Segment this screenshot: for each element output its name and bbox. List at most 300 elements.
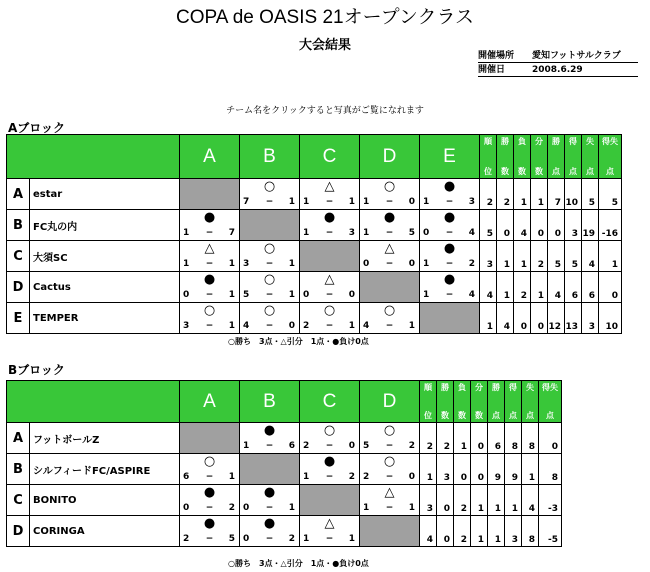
- score-right: 4: [468, 228, 475, 238]
- result-mark: ○: [203, 454, 216, 469]
- score-dash: −: [265, 290, 274, 300]
- result-mark: ○: [383, 179, 396, 194]
- stat-header-top: 失: [586, 137, 594, 146]
- score-right: 1: [288, 197, 295, 207]
- match-result-cell: [420, 272, 480, 303]
- score-left: 1: [243, 441, 250, 451]
- stat-value: 1: [471, 485, 488, 516]
- stat-value: 1: [531, 272, 548, 303]
- team-row: [7, 272, 622, 303]
- score-dash: −: [325, 472, 334, 482]
- team-row: [7, 303, 622, 334]
- stat-header-top: 得: [569, 137, 577, 146]
- result-mark: ○: [323, 423, 336, 438]
- stat-value: 6: [488, 423, 505, 454]
- column-header-stat: [522, 381, 539, 423]
- score-right: 1: [288, 259, 295, 269]
- stat-header-bottom: 数: [501, 167, 509, 176]
- column-header-team: B: [240, 381, 300, 423]
- stat-value: 8: [522, 516, 539, 547]
- score-right: 3: [348, 228, 355, 238]
- score: [180, 259, 239, 270]
- result-mark: ●: [263, 485, 276, 500]
- stat-value: 3: [505, 516, 522, 547]
- score-left: 0: [423, 228, 430, 238]
- score-dash: −: [445, 290, 454, 300]
- score-left: 0: [243, 503, 250, 513]
- column-header-stat: [548, 135, 565, 179]
- match-result-cell: [360, 179, 420, 210]
- stat-value: 2: [437, 423, 454, 454]
- stat-value: 1: [505, 485, 522, 516]
- score-right: 1: [348, 321, 355, 331]
- stat-value: 5: [582, 179, 599, 210]
- score: [420, 259, 479, 270]
- score-left: 1: [183, 228, 190, 238]
- self-match-cell: [420, 303, 480, 334]
- result-mark: ○: [323, 303, 336, 318]
- stat-value: 1: [454, 423, 471, 454]
- match-result-cell: [420, 241, 480, 272]
- score-left: 2: [183, 534, 190, 544]
- stat-header-top: 順: [424, 383, 432, 392]
- score-dash: −: [385, 228, 394, 238]
- match-result-cell: [180, 241, 240, 272]
- self-match-cell: [360, 516, 420, 547]
- score: [240, 441, 299, 452]
- team-name-link[interactable]: BONITO: [30, 485, 180, 516]
- stat-value: 1: [522, 454, 539, 485]
- stat-value: 8: [522, 423, 539, 454]
- legend: ○勝ち 3点・△引分 1点・●負け0点: [228, 559, 369, 568]
- stat-header-bottom: 位: [424, 411, 432, 420]
- result-mark: △: [204, 241, 215, 256]
- venue-value: 愛知フットサルクラブ: [532, 51, 621, 61]
- score-left: 0: [183, 290, 190, 300]
- score: [300, 228, 359, 239]
- stat-header-bottom: 数: [475, 411, 483, 420]
- score-dash: −: [265, 259, 274, 269]
- match-result-cell: [300, 272, 360, 303]
- self-match-cell: [300, 241, 360, 272]
- score-dash: −: [265, 503, 274, 513]
- stat-value: 3: [582, 303, 599, 334]
- column-header-team: D: [360, 135, 420, 179]
- score: [300, 534, 359, 545]
- stat-value: 4: [582, 241, 599, 272]
- stat-value: 1: [488, 516, 505, 547]
- column-header-stat: [539, 381, 562, 423]
- score-right: 1: [348, 197, 355, 207]
- score-left: 3: [243, 259, 250, 269]
- match-result-cell: [300, 423, 360, 454]
- result-mark: ●: [323, 210, 336, 225]
- date-label: 開催日: [478, 65, 506, 75]
- score-dash: −: [325, 534, 334, 544]
- stat-value: 0: [471, 423, 488, 454]
- column-header-team: C: [300, 381, 360, 423]
- stat-value: 4: [420, 516, 437, 547]
- stat-value: 1: [497, 272, 514, 303]
- team-name-link[interactable]: TEMPER: [30, 303, 180, 334]
- stat-value: 4: [548, 272, 565, 303]
- stat-value: 4: [497, 303, 514, 334]
- team-letter: B: [7, 454, 30, 485]
- self-match-cell: [180, 423, 240, 454]
- score-left: 5: [243, 290, 250, 300]
- stat-header-top: 得: [509, 383, 517, 392]
- stat-header-top: 負: [518, 137, 526, 146]
- score-dash: −: [265, 321, 274, 331]
- stat-value: 2: [531, 241, 548, 272]
- score-dash: −: [325, 197, 334, 207]
- score-right: 0: [408, 259, 415, 269]
- score-dash: −: [385, 259, 394, 269]
- stat-value: 0: [531, 303, 548, 334]
- result-mark: ○: [383, 303, 396, 318]
- match-result-cell: [300, 454, 360, 485]
- score-right: 0: [348, 290, 355, 300]
- column-header-team: C: [300, 135, 360, 179]
- score-right: 1: [228, 472, 235, 482]
- stat-value: 5: [548, 241, 565, 272]
- match-result-cell: [240, 423, 300, 454]
- score-right: 2: [468, 259, 475, 269]
- stat-header-bottom: 点: [546, 411, 554, 420]
- column-header-stat: [565, 135, 582, 179]
- score: [180, 228, 239, 239]
- result-mark: ●: [203, 210, 216, 225]
- score-left: 1: [303, 228, 310, 238]
- score-left: 5: [363, 441, 370, 451]
- team-row: [7, 241, 622, 272]
- date-value: 2008.6.29: [532, 65, 583, 75]
- score-left: 1: [303, 472, 310, 482]
- result-mark: ●: [443, 241, 456, 256]
- stat-value: 1: [488, 485, 505, 516]
- score-left: 1: [363, 503, 370, 513]
- score-right: 1: [228, 290, 235, 300]
- block-label: Bブロック: [8, 363, 65, 377]
- team-letter: C: [7, 485, 30, 516]
- score: [240, 321, 299, 332]
- score-right: 2: [348, 472, 355, 482]
- score: [240, 534, 299, 545]
- match-result-cell: [240, 303, 300, 334]
- results-table: [6, 134, 622, 334]
- score-left: 6: [183, 472, 190, 482]
- score: [360, 321, 419, 332]
- stat-value: 4: [522, 485, 539, 516]
- stat-value: 2: [497, 179, 514, 210]
- venue-info: [478, 50, 638, 63]
- self-match-cell: [240, 454, 300, 485]
- stat-value: 5: [599, 179, 622, 210]
- stat-header-bottom: 数: [458, 411, 466, 420]
- team-row: [7, 423, 562, 454]
- stat-value: 0: [599, 272, 622, 303]
- self-match-cell: [180, 179, 240, 210]
- score-right: 0: [288, 321, 295, 331]
- stat-value: 2: [480, 179, 497, 210]
- stat-header-top: 勝: [501, 137, 509, 146]
- match-result-cell: [420, 179, 480, 210]
- score-left: 0: [363, 259, 370, 269]
- team-name-link[interactable]: シルフィードFC/ASPIRE: [30, 454, 180, 485]
- score-right: 2: [228, 503, 235, 513]
- stat-header-bottom: 数: [441, 411, 449, 420]
- score: [180, 290, 239, 301]
- score-dash: −: [385, 321, 394, 331]
- result-mark: ●: [263, 423, 276, 438]
- match-result-cell: [180, 516, 240, 547]
- match-result-cell: [360, 303, 420, 334]
- column-header-stat: [514, 135, 531, 179]
- match-result-cell: [180, 454, 240, 485]
- result-mark: ○: [383, 423, 396, 438]
- score: [420, 197, 479, 208]
- team-name-link[interactable]: CORINGA: [30, 516, 180, 547]
- score-right: 0: [348, 441, 355, 451]
- score-left: 1: [183, 259, 190, 269]
- stat-header-bottom: 数: [535, 167, 543, 176]
- score-dash: −: [445, 259, 454, 269]
- team-row: [7, 210, 622, 241]
- score-left: 1: [363, 197, 370, 207]
- result-mark: ○: [263, 241, 276, 256]
- score-left: 1: [363, 228, 370, 238]
- score-dash: −: [385, 197, 394, 207]
- score: [180, 534, 239, 545]
- match-result-cell: [180, 210, 240, 241]
- team-letter: C: [7, 241, 30, 272]
- score-left: 2: [303, 321, 310, 331]
- score-right: 7: [228, 228, 235, 238]
- column-header-stat: [437, 381, 454, 423]
- team-row: [7, 179, 622, 210]
- stat-value: 0: [437, 516, 454, 547]
- team-name-link[interactable]: Cactus: [30, 272, 180, 303]
- match-result-cell: [180, 303, 240, 334]
- team-row: [7, 516, 562, 547]
- page-title: COPA de OASIS 21オープンクラス: [176, 7, 474, 28]
- stat-value: 3: [565, 210, 582, 241]
- score-left: 2: [363, 472, 370, 482]
- header-row: [7, 135, 622, 179]
- match-result-cell: [180, 272, 240, 303]
- score-dash: −: [265, 197, 274, 207]
- score: [360, 228, 419, 239]
- result-mark: △: [324, 272, 335, 287]
- header-team-name: [7, 135, 180, 179]
- score-left: 7: [243, 197, 250, 207]
- stat-value: 1: [480, 303, 497, 334]
- stat-header-bottom: 点: [509, 411, 517, 420]
- stat-header-bottom: 点: [552, 167, 560, 176]
- self-match-cell: [300, 485, 360, 516]
- score: [300, 321, 359, 332]
- column-header-team: A: [180, 135, 240, 179]
- stat-value: 8: [505, 423, 522, 454]
- stat-header-top: 勝: [441, 383, 449, 392]
- column-header-stat: [599, 135, 622, 179]
- score: [360, 197, 419, 208]
- score-dash: −: [205, 503, 214, 513]
- stat-value: 3: [437, 454, 454, 485]
- score: [300, 290, 359, 301]
- score: [240, 503, 299, 514]
- match-result-cell: [360, 241, 420, 272]
- column-header-stat: [582, 135, 599, 179]
- score: [420, 228, 479, 239]
- score-right: 1: [408, 321, 415, 331]
- stat-value: 2: [514, 272, 531, 303]
- score: [300, 441, 359, 452]
- stat-header-top: 勝: [552, 137, 560, 146]
- score-left: 2: [303, 441, 310, 451]
- score-left: 4: [243, 321, 250, 331]
- match-result-cell: [420, 210, 480, 241]
- stat-value: 12: [548, 303, 565, 334]
- stat-value: 6: [565, 272, 582, 303]
- result-mark: ●: [443, 272, 456, 287]
- stat-value: 5: [565, 241, 582, 272]
- score-dash: −: [445, 228, 454, 238]
- score: [360, 441, 419, 452]
- score-dash: −: [445, 197, 454, 207]
- score-dash: −: [385, 441, 394, 451]
- score: [180, 503, 239, 514]
- stat-value: 0: [497, 210, 514, 241]
- stat-header-bottom: 位: [484, 167, 492, 176]
- stat-value: -16: [599, 210, 622, 241]
- match-result-cell: [240, 516, 300, 547]
- score-dash: −: [205, 228, 214, 238]
- stat-value: 4: [514, 210, 531, 241]
- team-letter: A: [7, 423, 30, 454]
- stat-value: 2: [454, 485, 471, 516]
- score-right: 2: [408, 441, 415, 451]
- score: [360, 503, 419, 514]
- team-letter: B: [7, 210, 30, 241]
- score-dash: −: [265, 441, 274, 451]
- match-result-cell: [240, 179, 300, 210]
- column-header-team: D: [360, 381, 420, 423]
- self-match-cell: [360, 272, 420, 303]
- stat-header-bottom: 点: [526, 411, 534, 420]
- stat-value: 7: [548, 179, 565, 210]
- match-result-cell: [240, 485, 300, 516]
- stat-value: 0: [531, 210, 548, 241]
- stat-header-top: 順: [484, 137, 492, 146]
- team-name-link[interactable]: 大須SC: [30, 241, 180, 272]
- result-mark: ○: [263, 272, 276, 287]
- result-mark: ○: [383, 454, 396, 469]
- score-right: 0: [408, 472, 415, 482]
- score-left: 1: [423, 290, 430, 300]
- score: [360, 259, 419, 270]
- result-mark: ●: [383, 210, 396, 225]
- match-result-cell: [300, 516, 360, 547]
- score-right: 6: [288, 441, 295, 451]
- column-header-stat: [531, 135, 548, 179]
- team-letter: A: [7, 179, 30, 210]
- stat-value: 0: [514, 303, 531, 334]
- score: [240, 259, 299, 270]
- team-name-link[interactable]: フットボールZ: [30, 423, 180, 454]
- match-result-cell: [300, 210, 360, 241]
- result-mark: ●: [203, 485, 216, 500]
- column-header-team: B: [240, 135, 300, 179]
- stat-value: 1: [497, 241, 514, 272]
- stat-value: 0: [548, 210, 565, 241]
- team-row: [7, 485, 562, 516]
- score-left: 0: [183, 503, 190, 513]
- match-result-cell: [360, 454, 420, 485]
- score-right: 1: [408, 503, 415, 513]
- team-row: [7, 454, 562, 485]
- result-mark: ●: [263, 516, 276, 531]
- match-result-cell: [180, 485, 240, 516]
- match-result-cell: [240, 272, 300, 303]
- result-mark: △: [384, 485, 395, 500]
- score-dash: −: [205, 472, 214, 482]
- stat-header-top: 分: [475, 383, 483, 392]
- team-name-link[interactable]: estar: [30, 179, 180, 210]
- score-dash: −: [205, 290, 214, 300]
- header-team-name: [7, 381, 180, 423]
- stat-header-top: 得失: [542, 383, 558, 392]
- score-dash: −: [325, 290, 334, 300]
- block-label: Aブロック: [8, 121, 66, 135]
- team-name-link[interactable]: FC丸の内: [30, 210, 180, 241]
- column-header-stat: [471, 381, 488, 423]
- stat-value: 1: [420, 454, 437, 485]
- score-dash: −: [325, 321, 334, 331]
- column-header-stat: [480, 135, 497, 179]
- venue-label: 開催場所: [478, 51, 515, 61]
- score-right: 1: [288, 503, 295, 513]
- stat-value: -3: [539, 485, 562, 516]
- stat-value: 5: [480, 210, 497, 241]
- match-result-cell: [360, 485, 420, 516]
- score: [300, 197, 359, 208]
- stat-value: 10: [599, 303, 622, 334]
- stat-value: -5: [539, 516, 562, 547]
- stat-header-bottom: 点: [569, 167, 577, 176]
- stat-value: 2: [420, 423, 437, 454]
- match-result-cell: [360, 210, 420, 241]
- stat-header-bottom: 点: [606, 167, 614, 176]
- stat-value: 1: [514, 241, 531, 272]
- stat-header-top: 勝: [492, 383, 500, 392]
- score-right: 3: [468, 197, 475, 207]
- score: [180, 321, 239, 332]
- score-left: 4: [363, 321, 370, 331]
- stat-value: 0: [471, 454, 488, 485]
- result-mark: ●: [443, 179, 456, 194]
- stat-value: 9: [505, 454, 522, 485]
- score: [420, 290, 479, 301]
- result-mark: ●: [443, 210, 456, 225]
- score: [240, 290, 299, 301]
- result-mark: ●: [203, 272, 216, 287]
- score-right: 4: [468, 290, 475, 300]
- match-result-cell: [300, 179, 360, 210]
- score-right: 5: [228, 534, 235, 544]
- stat-value: 0: [454, 454, 471, 485]
- score-dash: −: [205, 259, 214, 269]
